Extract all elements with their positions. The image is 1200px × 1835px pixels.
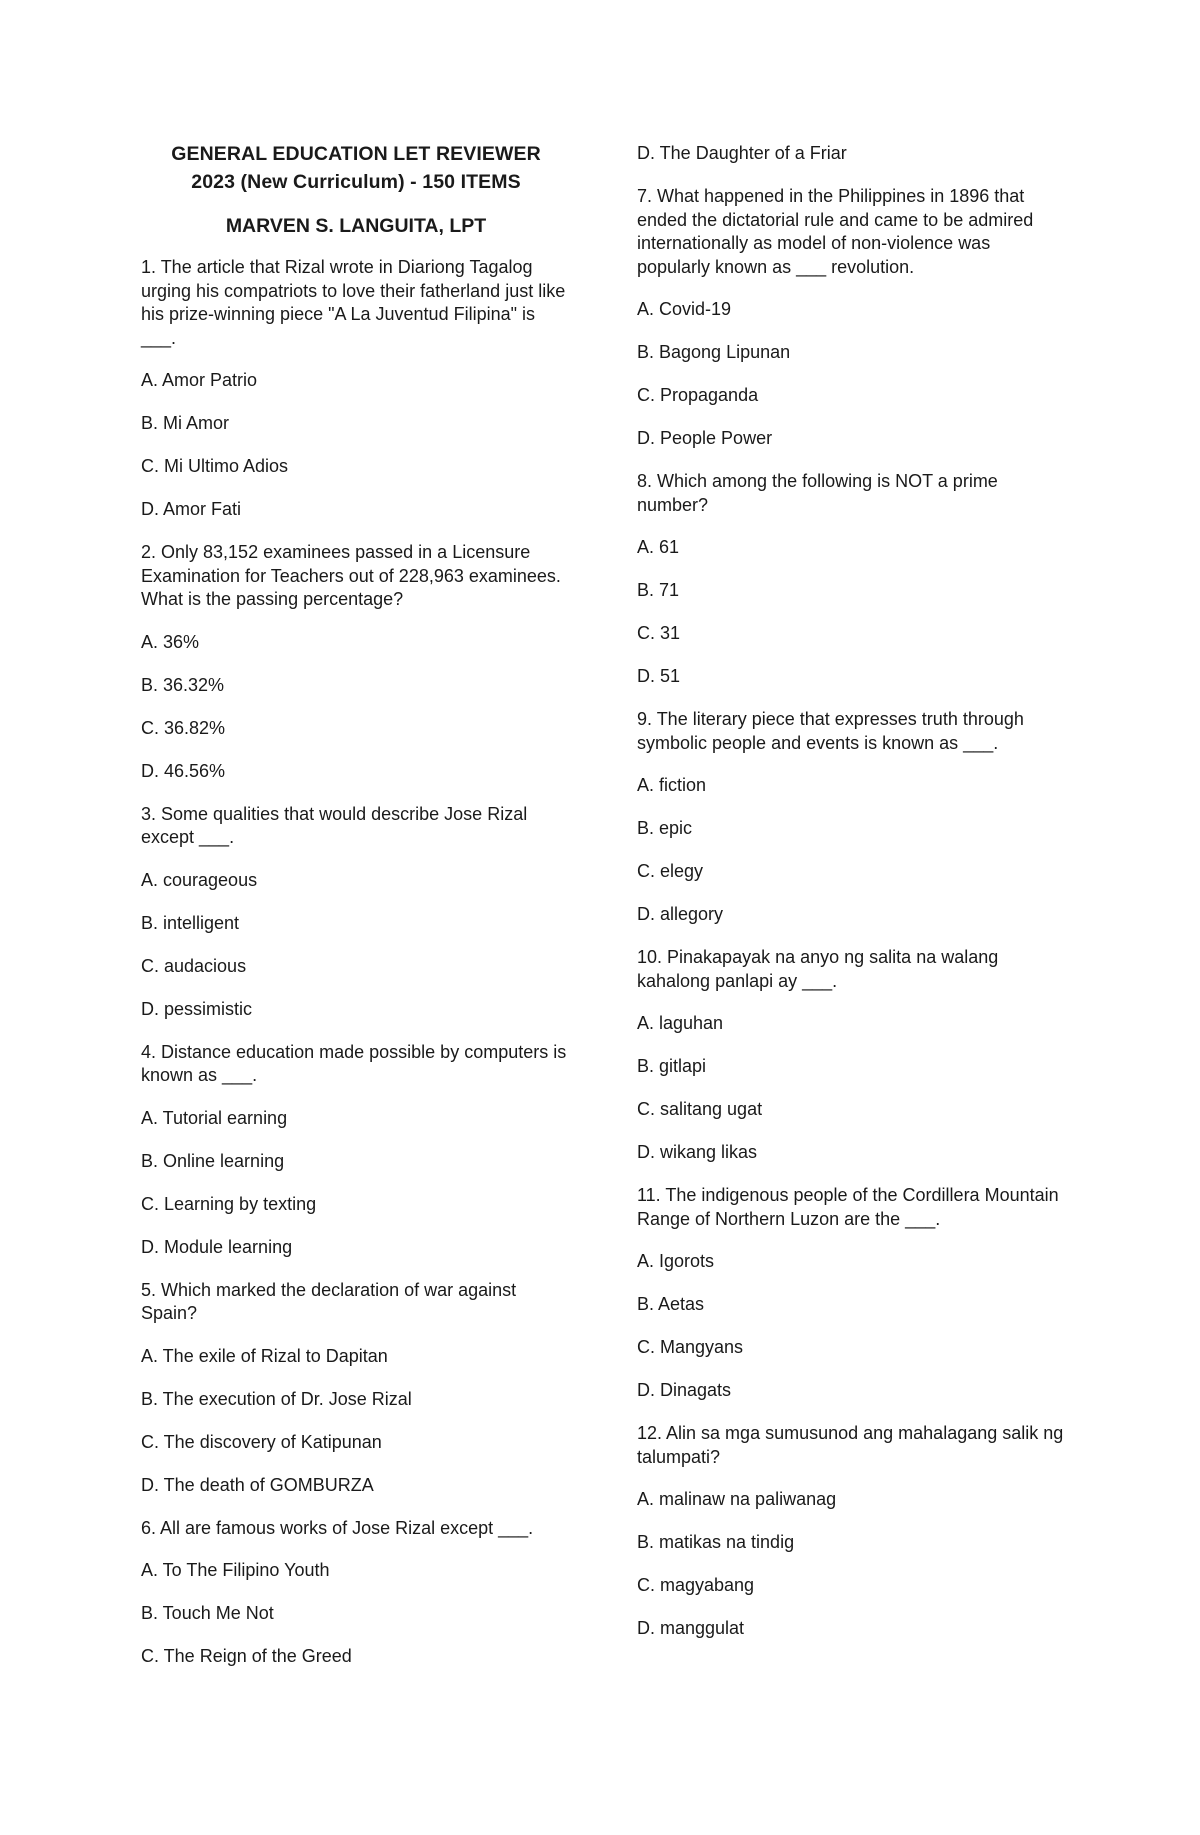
answer-option: C. The Reign of the Greed xyxy=(141,1646,352,1666)
answer-option: A. 61 xyxy=(637,537,680,557)
answer-option: A. Igorots xyxy=(637,1251,715,1271)
answer-option: B. gitlapi xyxy=(637,1056,707,1076)
right-question-list xyxy=(637,185,1067,1641)
answer-option: C. Propaganda xyxy=(637,385,759,405)
question-text: 10. Pinakapayak na anyo ng salita na walang kahalong panlapi ay ___. xyxy=(637,947,999,991)
answer-option: D. Module learning xyxy=(141,1236,293,1257)
answer-option: B. 36.32% xyxy=(141,674,225,695)
answer-option: A. malinaw na paliwanag xyxy=(637,1489,837,1509)
answer-option: C. Mangyans xyxy=(637,1337,744,1357)
right-column xyxy=(637,142,1067,1660)
answer-option: A. Tutorial earning xyxy=(141,1107,288,1128)
answer-option: B. Mi Amor xyxy=(141,413,230,433)
title-line-1: GENERAL EDUCATION LET REVIEWER xyxy=(171,143,541,165)
title-line-2: 2023 (New Curriculum) - 150 ITEMS xyxy=(191,171,521,193)
answer-option: A. fiction xyxy=(637,775,707,795)
answer-option: A. The exile of Rizal to Dapitan xyxy=(141,1345,388,1366)
author-line: MARVEN S. LANGUITA, LPT xyxy=(225,215,487,237)
answer-option: D. manggulat xyxy=(637,1618,745,1638)
answer-option: C. magyabang xyxy=(637,1575,755,1595)
answer-option: A. courageous xyxy=(141,869,258,890)
answer-option: C. 36.82% xyxy=(141,717,226,738)
answer-option: D. pessimistic xyxy=(141,998,253,1019)
answer-option: A. Amor Patrio xyxy=(141,370,258,390)
answer-option: B. Bagong Lipunan xyxy=(637,342,791,362)
answer-option: D. Amor Fati xyxy=(141,499,242,519)
answer-option: C. The discovery of Katipunan xyxy=(141,1431,382,1452)
answer-option: B. The execution of Dr. Jose Rizal xyxy=(141,1388,412,1409)
answer-option: A. To The Filipino Youth xyxy=(141,1560,330,1580)
question-text: 7. What happened in the Philippines in 1896 that ended the dictatorial rule and came to be admired internationally as model of non-violence was popularly known as ___ revolution. xyxy=(637,186,1034,277)
question-text: 2. Only 83,152 examinees passed in a Licensure Examination for Teachers out of 228,963 examinees. What is the passing percentage? xyxy=(141,542,561,609)
question-text: 4. Distance education made possible by computers is known as ___. xyxy=(141,1041,567,1085)
left-question-list xyxy=(141,256,571,1669)
answer-option: B. Touch Me Not xyxy=(141,1603,274,1623)
answer-option: B. intelligent xyxy=(141,912,240,933)
answer-option: A. Covid-19 xyxy=(637,299,732,319)
question-text: 8. Which among the following is NOT a prime number? xyxy=(637,471,998,515)
answer-option: B. Online learning xyxy=(141,1150,285,1171)
question-text: 3. Some qualities that would describe Jose Rizal except ___. xyxy=(141,803,528,847)
question-text: 9. The literary piece that expresses truth through symbolic people and events is known as ___. xyxy=(637,709,1024,753)
answer-option: C. Mi Ultimo Adios xyxy=(141,456,289,476)
question-text: 5. Which marked the declaration of war against Spain? xyxy=(141,1279,517,1323)
answer-option: D. 51 xyxy=(637,666,681,686)
answer-option: A. 36% xyxy=(141,631,200,652)
answer-option: D. The death of GOMBURZA xyxy=(141,1474,374,1495)
answer-option: B. matikas na tindig xyxy=(637,1532,795,1552)
answer-option: D. 46.56% xyxy=(141,760,226,781)
answer-option: C. Learning by texting xyxy=(141,1193,317,1214)
answer-option: C. salitang ugat xyxy=(637,1099,763,1119)
answer-option: D. Dinagats xyxy=(637,1380,732,1400)
question-text: 11. The indigenous people of the Cordillera Mountain Range of Northern Luzon are the ___. xyxy=(637,1185,1059,1229)
answer-option: C. elegy xyxy=(637,861,704,881)
answer-option: B. epic xyxy=(637,818,693,838)
answer-option: C. audacious xyxy=(141,955,247,976)
answer-option: A. laguhan xyxy=(637,1013,724,1033)
answer-option: D. People Power xyxy=(637,428,773,448)
question-text: 12. Alin sa mga sumusunod ang mahalagang salik ng talumpati? xyxy=(637,1423,1064,1467)
carryover-option: D. The Daughter of a Friar xyxy=(637,143,847,163)
answer-option: D. wikang likas xyxy=(637,1142,758,1162)
answer-option: B. Aetas xyxy=(637,1294,705,1314)
question-text: 6. All are famous works of Jose Rizal except ___. xyxy=(141,1517,534,1538)
answer-option: C. 31 xyxy=(637,623,681,643)
document-title xyxy=(141,140,571,196)
left-column xyxy=(141,140,571,1688)
question-text: 1. The article that Rizal wrote in Diariong Tagalog urging his compatriots to love their fatherland just like his prize-winning piece "A La Juventud Filipina" is ___. xyxy=(141,257,566,348)
answer-option: D. allegory xyxy=(637,904,724,924)
answer-option: B. 71 xyxy=(637,580,680,600)
